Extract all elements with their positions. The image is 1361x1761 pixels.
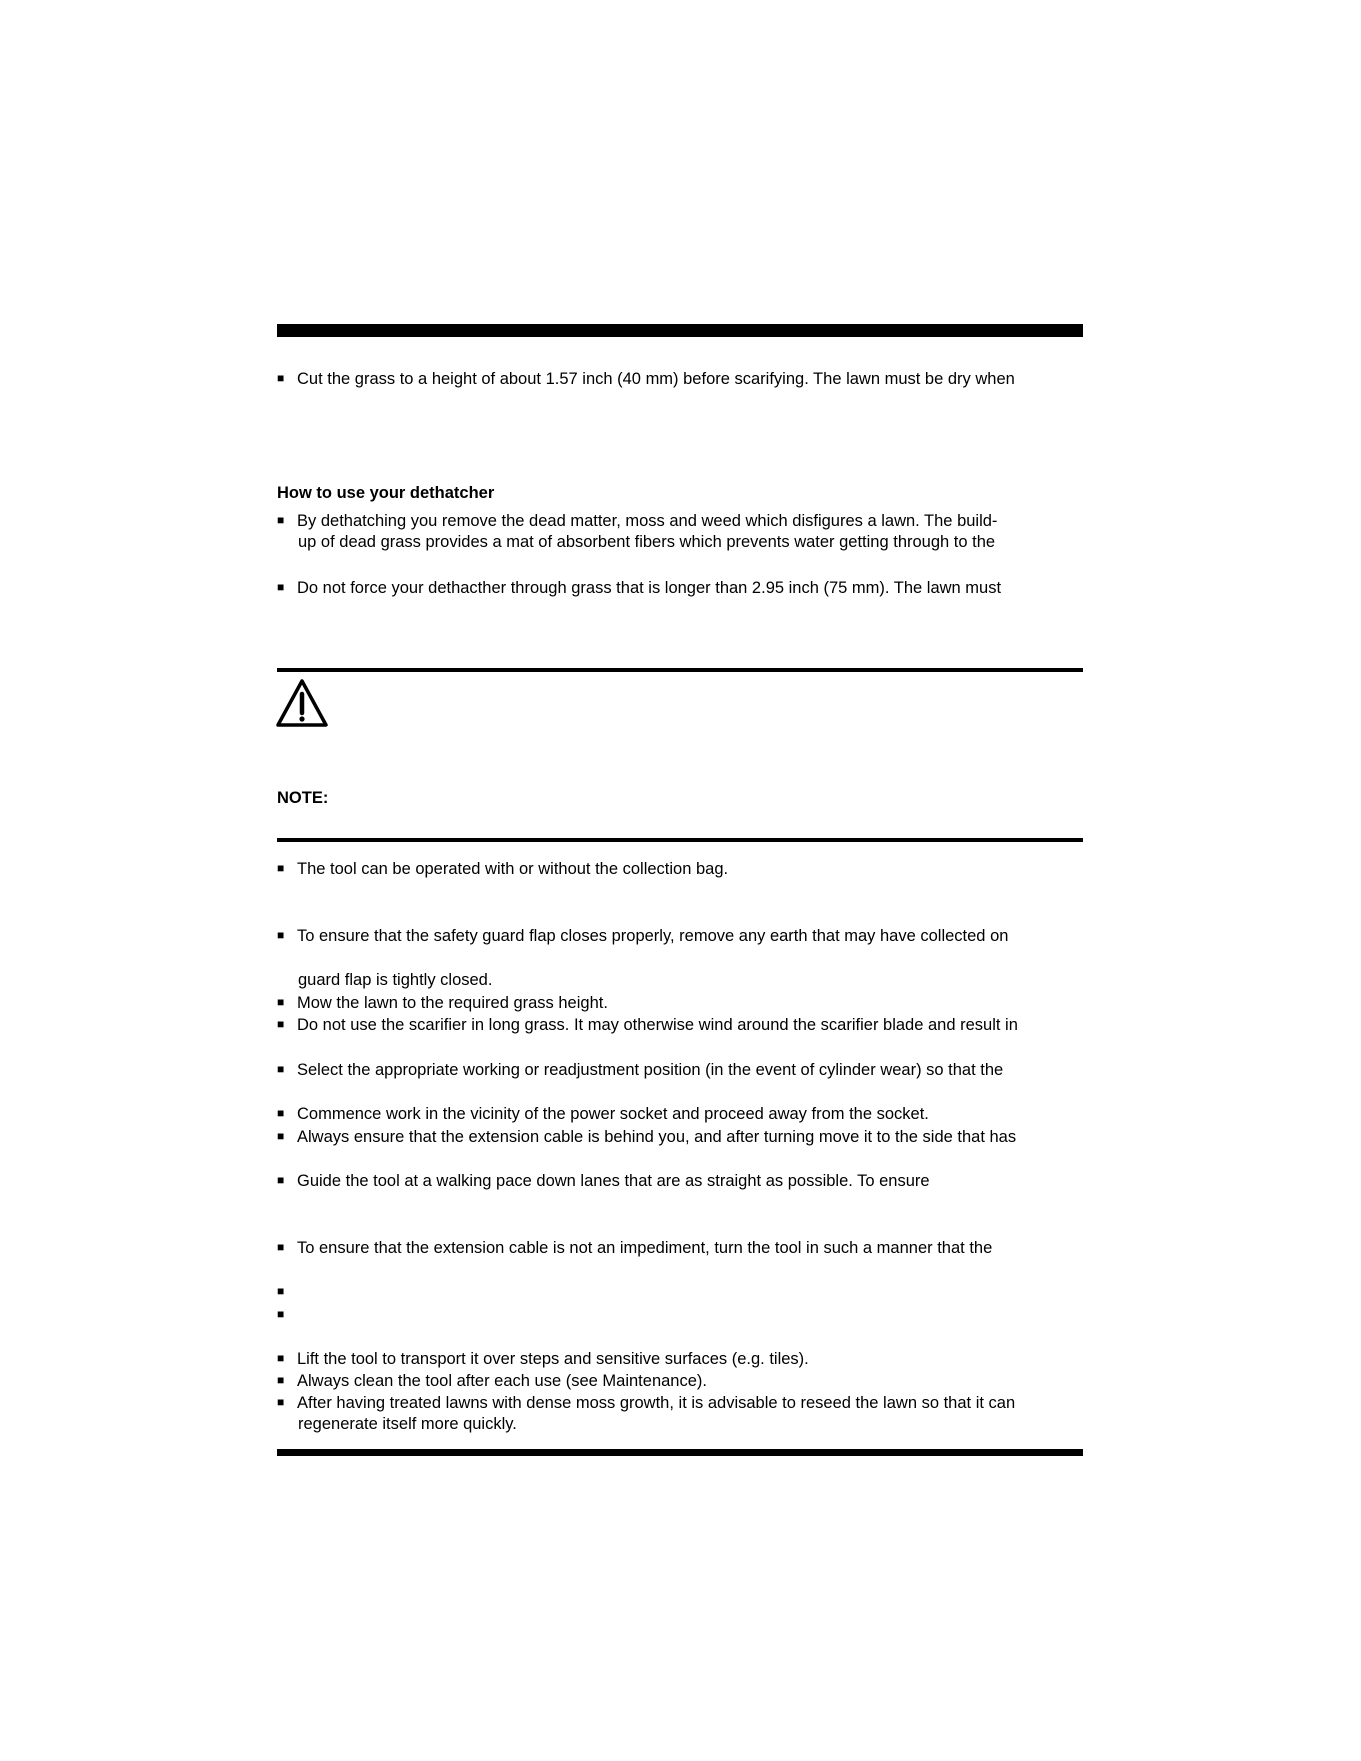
list-item-text: Commence work in the vicinity of the power socket and proceed away from the socket. [297, 1105, 929, 1123]
bullet-icon: ■ [277, 580, 285, 594]
warning-bottom-rule [277, 838, 1083, 842]
list-item [277, 1103, 929, 1124]
note-label: NOTE: [277, 789, 329, 807]
list-item [277, 1059, 1003, 1080]
list-item [277, 1392, 1015, 1413]
list-item-text: Mow the lawn to the required grass height. [297, 994, 608, 1012]
bullet-icon: ■ [277, 1240, 285, 1254]
list-item [277, 368, 1015, 389]
list-item-text: Select the appropriate working or readjustment position (in the event of cylinder wear) so that the [297, 1061, 1004, 1079]
list-item-text: To ensure that the safety guard flap closes properly, remove any earth that may have collected on [297, 927, 1009, 945]
bullet-icon: ■ [277, 371, 285, 385]
list-item-text: Always clean the tool after each use (see Maintenance). [297, 1372, 707, 1390]
list-item [277, 992, 608, 1013]
bullet-icon: ■ [277, 513, 285, 527]
list-item-text: Guide the tool at a walking pace down lanes that are as straight as possible. To ensure [297, 1172, 930, 1190]
list-item-continuation: regenerate itself more quickly. [298, 1415, 517, 1433]
list-item-text: Lift the tool to transport it over steps and sensitive surfaces (e.g. tiles). [297, 1350, 809, 1368]
bullet-icon: ■ [277, 1395, 285, 1409]
list-item-continuation: up of dead grass provides a mat of absorbent fibers which prevents water getting through to the [298, 533, 996, 551]
bullet-icon: ■ [277, 1373, 285, 1387]
bullet-icon: ■ [277, 995, 285, 1009]
list-item [277, 510, 997, 531]
list-item-text: Cut the grass to a height of about 1.57 inch (40 mm) before scarifying. The lawn must be dry when [297, 370, 1015, 388]
bullet-icon: ■ [277, 1173, 285, 1187]
list-item-text: Do not use the scarifier in long grass. It may otherwise wind around the scarifier blade and result in [297, 1016, 1018, 1034]
bottom-rule [277, 1449, 1083, 1456]
list-item [277, 1348, 809, 1369]
bullet-icon: ■ [277, 1351, 285, 1365]
list-item-text: To ensure that the extension cable is not an impediment, turn the tool in such a manner that the [297, 1239, 993, 1257]
list-item [277, 1014, 1018, 1035]
list-item-text: After having treated lawns with dense moss growth, it is advisable to reseed the lawn so that it can [297, 1394, 1016, 1412]
list-item [277, 1370, 707, 1391]
bullet-icon: ■ [277, 1106, 285, 1120]
list-item [277, 1170, 930, 1191]
bullet-icon: ■ [277, 1307, 285, 1321]
list-item [277, 858, 728, 879]
list-item [277, 1281, 297, 1302]
list-item-text: Always ensure that the extension cable is behind you, and after turning move it to the side that has [297, 1128, 1017, 1146]
section-heading: How to use your dethatcher [277, 484, 495, 502]
list-item [277, 1126, 1016, 1147]
list-item-text: By dethatching you remove the dead matter, moss and weed which disfigures a lawn. The build- [297, 512, 998, 530]
bullet-icon: ■ [277, 928, 285, 942]
list-item-continuation: guard flap is tightly closed. [298, 971, 493, 989]
warning-top-rule [277, 668, 1083, 672]
list-item-text: Do not force your dethacther through grass that is longer than 2.95 inch (75 mm). The lawn must [297, 579, 1002, 597]
list-item [277, 577, 1001, 598]
list-item-text: The tool can be operated with or without the collection bag. [297, 860, 729, 878]
list-item [277, 1304, 297, 1325]
bullet-icon: ■ [277, 1284, 285, 1298]
bullet-icon: ■ [277, 861, 285, 875]
warning-triangle-icon [276, 678, 328, 728]
bullet-icon: ■ [277, 1017, 285, 1031]
bullet-icon: ■ [277, 1129, 285, 1143]
bullet-icon: ■ [277, 1062, 285, 1076]
top-thick-rule [277, 324, 1083, 337]
list-item [277, 1237, 992, 1258]
list-item [277, 925, 1008, 946]
